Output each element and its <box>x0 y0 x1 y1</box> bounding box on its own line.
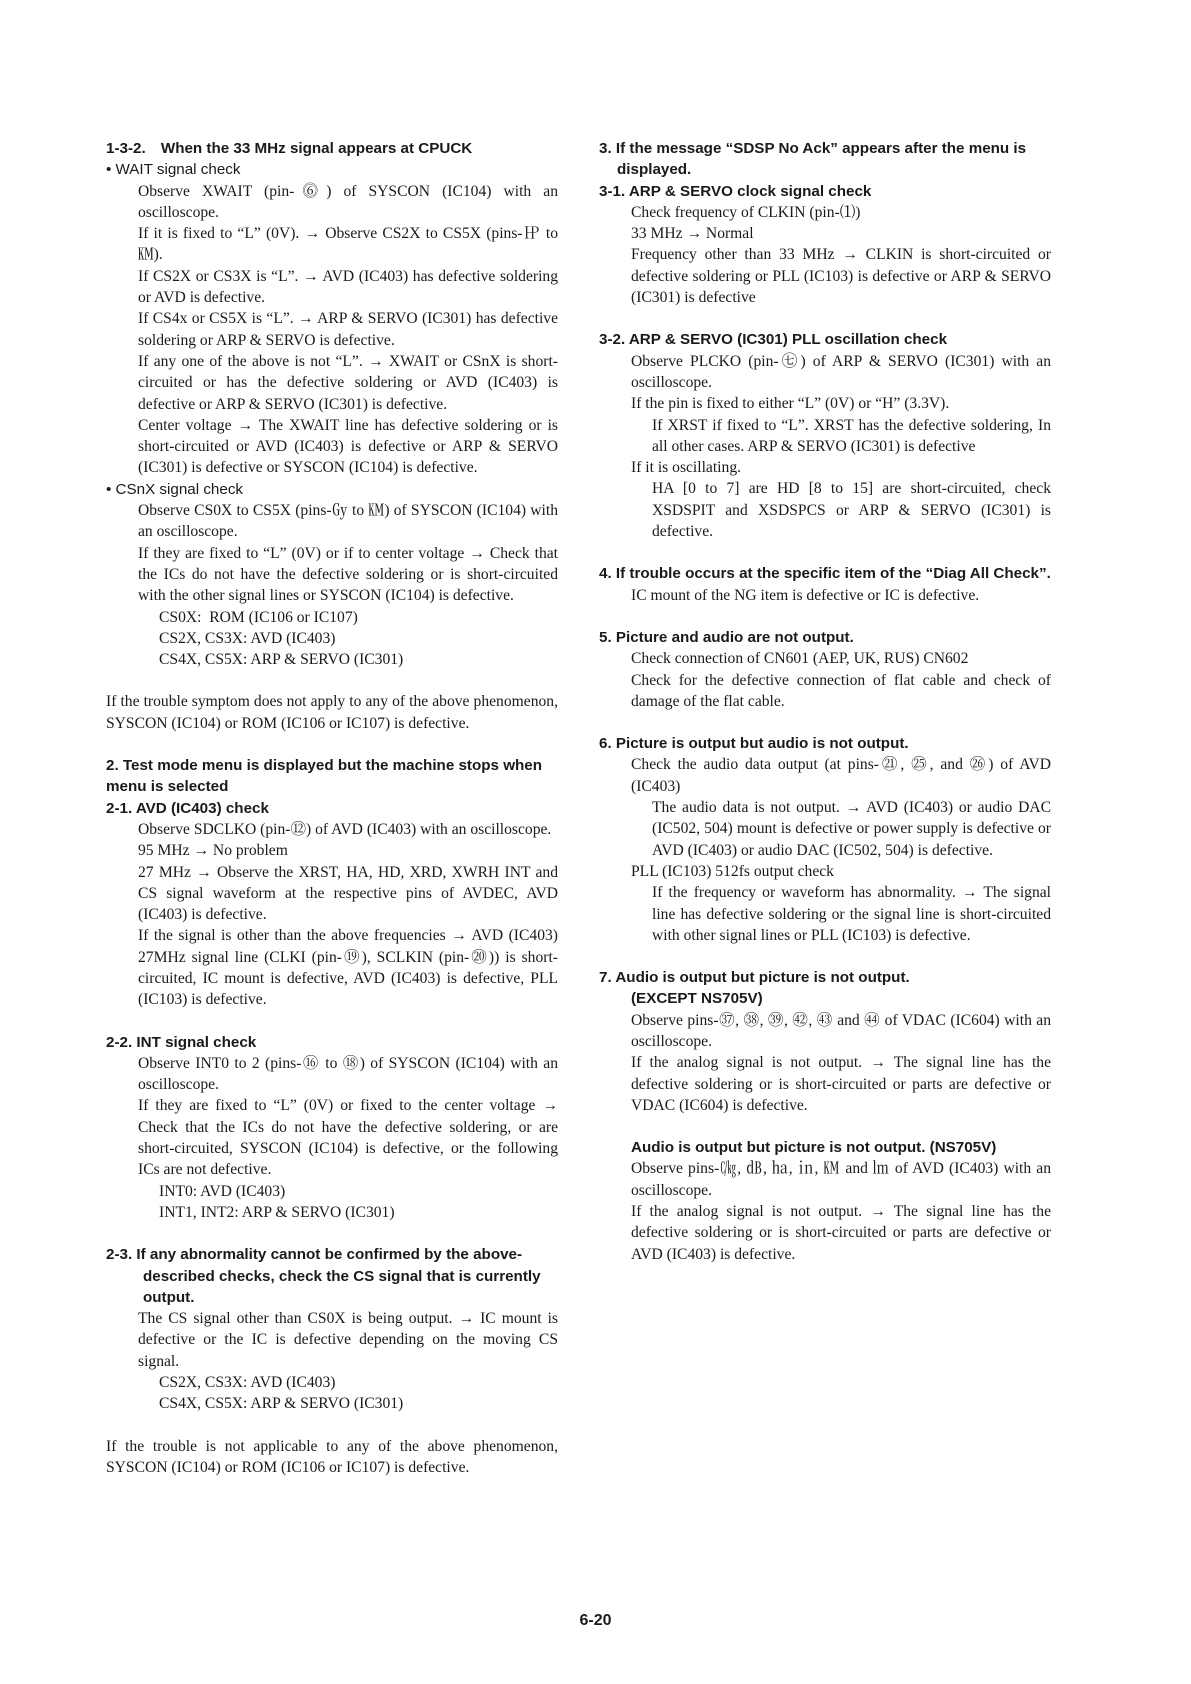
paragraph: INT1, INT2: ARP & SERVO (IC301) <box>159 1203 395 1221</box>
paragraph: If the analog signal is not output. → The signal line has the defective soldering or is short-circuited or parts are defective or AVD (IC403) is defective. <box>631 1203 1051 1263</box>
paragraph: Check for the defective connection of flat cable and check of damage of the flat cable. <box>631 671 1051 710</box>
paragraph: Observe XWAIT (pin-⓺) of SYSCON (IC104) with an oscilloscope. <box>138 182 558 221</box>
paragraph: If XRST if fixed to “L”. XRST has the defective soldering, In all other cases. ARP & SERVO (IC301) is defective <box>652 416 1051 455</box>
paragraph: If the trouble is not applicable to any of the above phenomenon, SYSCON (IC104) or ROM (IC106 or IC107) is defective. <box>106 1437 558 1476</box>
paragraph: Check the audio data output (at pins-㉑, ㉕, and ㉖) of AVD (IC403) <box>631 756 1051 795</box>
section-heading: 2. Test mode menu is displayed but the machine stops when menu is selected <box>106 757 543 796</box>
paragraph: If CS4x or CS5X is “L”. → ARP & SERVO (IC301) has defective soldering or ARP & SERVO is defective. <box>138 310 558 349</box>
paragraph: If the signal is other than the above frequencies → AVD (IC403) 27MHz signal line (CLKI (pin-⑲), SCLKIN (pin-⑳)) is short-circuited, IC mount is defective, AVD (IC403) is defective, PLL (IC103) is defective. <box>138 927 558 1009</box>
paragraph: If it is fixed to “L” (0V). → Observe CS2X to CS5X (pins-㏋ to ㏎). <box>138 225 558 264</box>
paragraph: 95 MHz → No problem <box>138 842 288 860</box>
paragraph: Observe CS0X to CS5X (pins-㏉ to ㏎) of SYSCON (IC104) with an oscilloscope. <box>138 502 558 541</box>
paragraph: Observe pins-㊲, ㊳, ㊴, ㊷, ㊸ and ㊹ of VDAC (IC604) with an oscilloscope. <box>631 1011 1051 1050</box>
spacer <box>599 308 1051 329</box>
section-heading: 1-3-2. When the 33 MHz signal appears at CPUCK <box>106 140 473 157</box>
paragraph: CS2X, CS3X: AVD (IC403) <box>159 629 336 647</box>
paragraph: If they are fixed to “L” (0V) or if to center voltage → Check that the ICs do not have the defective soldering or is short-circuited with the other signal lines or SYSCON (IC104) is defective. <box>138 544 558 605</box>
spacer <box>106 670 558 691</box>
paragraph: Observe SDCLKO (pin-⑫) of AVD (IC403) with an oscilloscope. <box>138 820 552 838</box>
paragraph: The audio data is not output. → AVD (IC403) or audio DAC (IC502, 504) mount is defective or power supply is defective or AVD (IC403) or audio DAC (IC502, 504) is defective. <box>652 799 1051 859</box>
paragraph: HA [0 to 7] are HD [8 to 15] are short-circuited, check XSDSPIT and XSDSPCS or ARP & SERVO (IC301) is defective. <box>652 480 1051 541</box>
section-heading: 2-2. INT signal check <box>106 1033 257 1051</box>
paragraph: Observe INT0 to 2 (pins-⑯ to ⑱) of SYSCON (IC104) with an oscilloscope. <box>138 1054 558 1094</box>
paragraph: If the trouble symptom does not apply to any of the above phenomenon, SYSCON (IC104) or ROM (IC106 or IC107) is defective. <box>106 693 558 732</box>
spacer <box>106 1011 558 1032</box>
paragraph: If the pin is fixed to either “L” (0V) or “H” (3.3V). <box>631 395 950 413</box>
section-heading: 3. If the message “SDSP No Ack” appears after the menu is displayed. <box>599 140 1027 179</box>
spacer <box>106 1223 558 1244</box>
paragraph: 27 MHz → Observe the XRST, HA, HD, XRD, XWRH INT and CS signal waveform at the respective pins of AVDEC, AVD (IC403) is defective. <box>138 863 558 924</box>
section-heading: (EXCEPT NS705V) <box>631 990 763 1008</box>
bullet-heading: • CSnX signal check <box>106 480 244 498</box>
paragraph: PLL (IC103) 512fs output check <box>631 862 834 880</box>
spacer <box>599 606 1051 627</box>
paragraph: Frequency other than 33 MHz → CLKIN is short-circuited or defective soldering or PLL (IC103) is defective or ARP & SERVO (IC301) is defective <box>631 246 1051 307</box>
paragraph: Check connection of CN601 (AEP, UK, RUS) CN602 <box>631 650 969 668</box>
section-heading: 5. Picture and audio are not output. <box>599 628 854 646</box>
left-column <box>106 138 558 1478</box>
section-heading: 4. If trouble occurs at the specific item of the “Diag All Check”. <box>599 565 1051 583</box>
paragraph: CS4X, CS5X: ARP & SERVO (IC301) <box>159 1395 404 1413</box>
section-heading: 2-3. If any abnormality cannot be confirmed by the above-described checks, check the CS signal that is currently output. <box>106 1246 541 1306</box>
paragraph: Check frequency of CLKIN (pin-⑴) <box>631 203 861 221</box>
spacer <box>599 542 1051 563</box>
paragraph: 33 MHz → Normal <box>631 225 754 243</box>
section-heading: 2-1. AVD (IC403) check <box>106 799 269 817</box>
paragraph: Observe pins-㏆, ㏈, ㏊, ㏌, ㏎ and ㏐ of AVD (IC403) with an oscilloscope. <box>631 1160 1051 1199</box>
paragraph: Observe PLCKO (pin-㊆) of ARP & SERVO (IC301) with an oscilloscope. <box>631 352 1051 391</box>
spacer <box>599 1116 1051 1137</box>
section-heading: 3-1. ARP & SERVO clock signal check <box>599 182 872 200</box>
spacer <box>599 712 1051 733</box>
section-heading: 6. Picture is output but audio is not output. <box>599 735 909 753</box>
spacer <box>106 1415 558 1436</box>
spacer <box>599 946 1051 967</box>
paragraph: INT0: AVD (IC403) <box>159 1182 286 1200</box>
paragraph: The CS signal other than CS0X is being output. → IC mount is defective or the IC is defective depending on the moving CS signal. <box>138 1310 558 1370</box>
paragraph: If any one of the above is not “L”. → XWAIT or CSnX is short-circuited or has the defective soldering or AVD (IC403) is defective or ARP & SERVO (IC301) is defective. <box>138 352 558 413</box>
paragraph: CS4X, CS5X: ARP & SERVO (IC301) <box>159 651 404 669</box>
paragraph: IC mount of the NG item is defective or IC is defective. <box>631 586 980 604</box>
spacer <box>106 734 558 755</box>
paragraph: Center voltage → The XWAIT line has defective soldering or is short-circuited or AVD (IC403) is defective or ARP & SERVO (IC301) is defective or SYSCON (IC104) is defective. <box>138 416 558 477</box>
paragraph: If the frequency or waveform has abnormality. → The signal line has defective soldering or the signal line is short-circuited with other signal lines or PLL (IC103) is defective. <box>652 884 1051 944</box>
section-heading: 7. Audio is output but picture is not output. <box>599 969 910 987</box>
section-heading: 3-2. ARP & SERVO (IC301) PLL oscillation check <box>599 331 948 349</box>
page-number: 6-20 <box>579 1612 612 1629</box>
section-heading: Audio is output but picture is not output. (NS705V) <box>631 1139 997 1157</box>
paragraph: If they are fixed to “L” (0V) or fixed to the center voltage → Check that the ICs do not have the defective soldering, or are short-circuited, SYSCON (IC104) is defective, or the following ICs are not defective. <box>138 1097 558 1179</box>
right-column <box>599 138 1051 1265</box>
paragraph: If CS2X or CS3X is “L”. → AVD (IC403) has defective soldering or AVD is defective. <box>138 267 558 307</box>
bullet-heading: • WAIT signal check <box>106 161 241 179</box>
paragraph: If it is oscillating. <box>631 459 742 477</box>
paragraph: CS2X, CS3X: AVD (IC403) <box>159 1374 336 1392</box>
paragraph: CS0X: ROM (IC106 or IC107) <box>159 608 358 626</box>
paragraph: If the analog signal is not output. → The signal line has the defective soldering or is short-circuited or parts are defective or VDAC (IC604) is defective. <box>631 1054 1051 1114</box>
